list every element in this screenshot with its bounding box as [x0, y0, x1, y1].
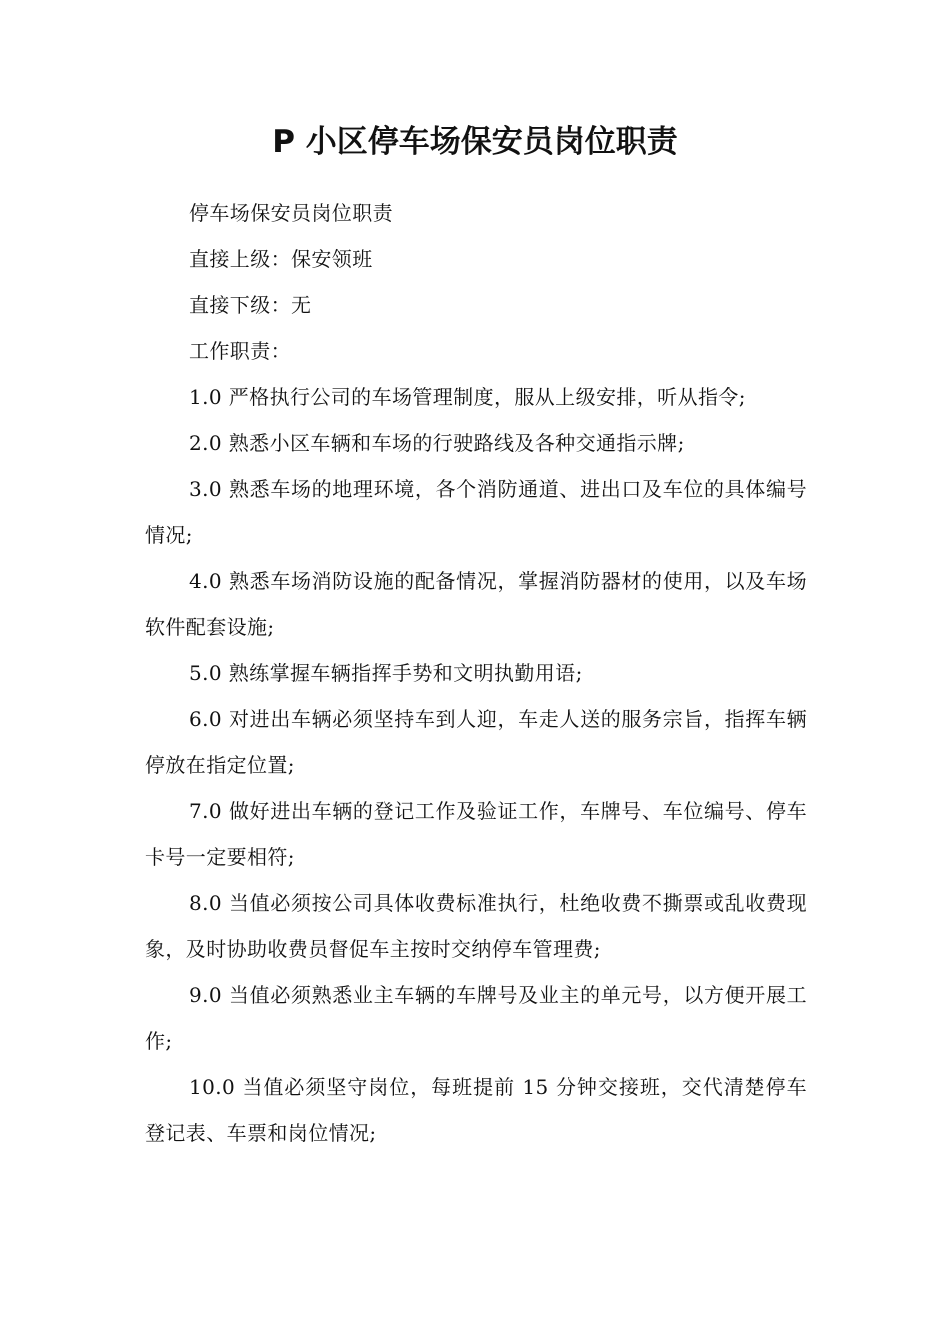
duty-item-5: 5.0 熟练掌握车辆指挥手势和文明执勤用语; [189, 661, 583, 685]
paragraph-direct-subordinate: 直接下级：无 [189, 293, 312, 317]
paragraph-duties-label: 工作职责： [189, 339, 291, 363]
duty-item-1: 1.0 严格执行公司的车场管理制度，服从上级安排，听从指令; [189, 385, 746, 409]
paragraph-direct-superior: 直接上级：保安领班 [189, 247, 373, 271]
duty-item-4: 4.0 熟悉车场消防设施的配备情况，掌握消防器材的使用，以及车场软件配套设施; [145, 569, 807, 639]
duty-item-10: 10.0 当值必须坚守岗位，每班提前 15 分钟交接班，交代清楚停车登记表、车票和岗位情况; [145, 1075, 807, 1145]
duty-item-6: 6.0 对进出车辆必须坚持车到人迎，车走人送的服务宗旨，指挥车辆停放在指定位置; [145, 707, 807, 777]
document-body [145, 190, 807, 1156]
document-title: P 小区停车场保安员岗位职责 [272, 124, 678, 160]
duty-item-9: 9.0 当值必须熟悉业主车辆的车牌号及业主的单元号，以方便开展工作; [145, 983, 807, 1053]
duty-item-7: 7.0 做好进出车辆的登记工作及验证工作，车牌号、车位编号、停车卡号一定要相符; [145, 799, 807, 869]
duty-item-8: 8.0 当值必须按公司具体收费标准执行，杜绝收费不撕票或乱收费现象，及时协助收费员督促车主按时交纳停车管理费; [145, 891, 807, 961]
paragraph-heading: 停车场保安员岗位职责 [189, 201, 393, 225]
duty-item-2: 2.0 熟悉小区车辆和车场的行驶路线及各种交通指示牌; [189, 431, 685, 455]
duty-item-3: 3.0 熟悉车场的地理环境，各个消防通道、进出口及车位的具体编号情况; [145, 477, 807, 547]
